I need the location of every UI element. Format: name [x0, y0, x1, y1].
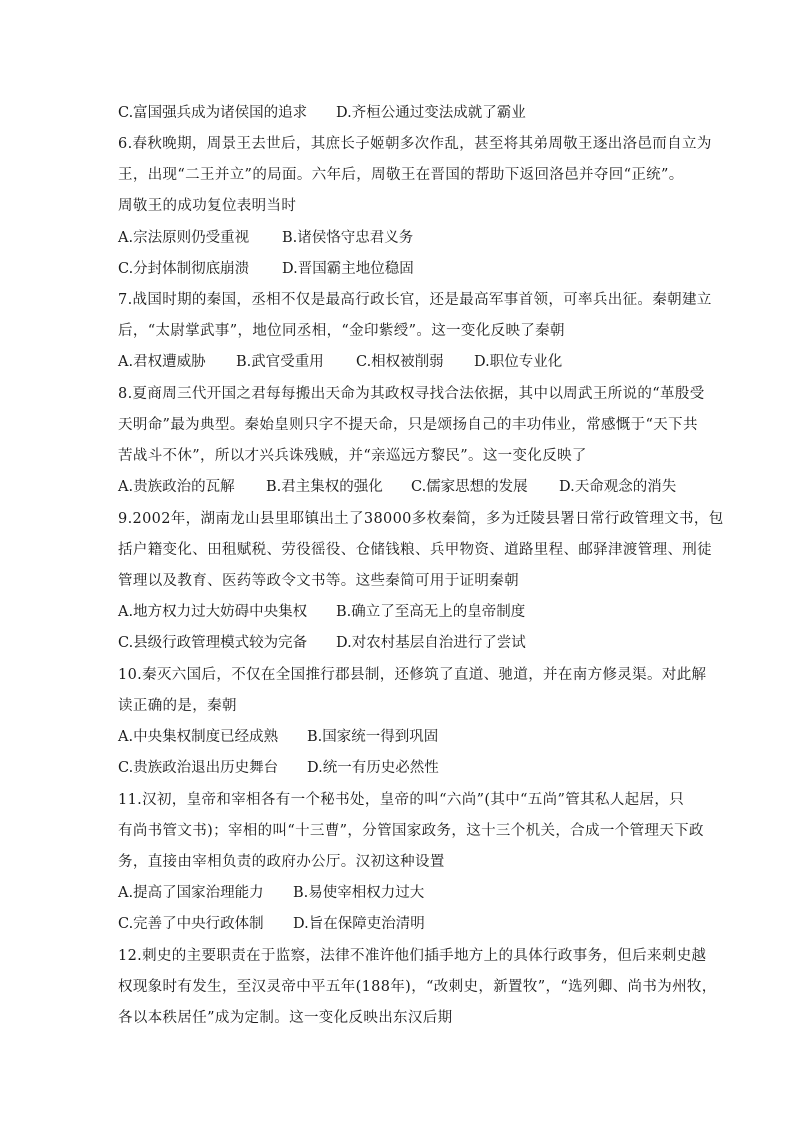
q11-stem-line-2: 有尚书管文书)；宰相的叫“十三曹”，分管国家政务，这十三个机关，合成一个管理天下政	[118, 823, 704, 839]
q6-stem-line-2: 王，出现“二王并立”的局面。六年后，周敬王在晋国的帮助下返回洛邑并夺回“正统”。	[118, 167, 684, 183]
q11-stem-line-1: 11.汉初，皇帝和宰相各有一个秘书处，皇帝的叫“六尚”(其中“五尚”管其私人起居，只	[118, 792, 685, 808]
q9-stem-line-2: 括户籍变化、田租赋税、劳役徭役、仓储钱粮、兵甲物资、道路里程、邮驿津渡管理、刑徒	[118, 542, 712, 558]
q9-option-c[interactable]: C.县级行政管理模式较为完备	[118, 635, 308, 651]
q7-option-c[interactable]: C.相权被削弱	[356, 354, 444, 370]
q9-option-a[interactable]: A.地方权力过大妨碍中央集权	[118, 604, 308, 620]
q7-stem-line-1: 7.战国时期的秦国，丞相不仅是最高行政长官，还是最高军事首领，可率兵出征。秦朝建立	[118, 292, 712, 308]
q11-options-row-1	[118, 883, 424, 903]
q6-option-c[interactable]: C.分封体制彻底崩溃	[118, 261, 250, 277]
q11-options-row-2	[118, 914, 425, 934]
q10-options-row-1	[118, 727, 438, 747]
q7-options-row	[118, 352, 562, 372]
q12-stem-line-2: 权现象时有发生，至汉灵帝中平五年(188年)，“改刺史，新置牧”，“选列卿、尚书为州牧，	[118, 979, 717, 995]
q6-stem-line-3: 周敬王的成功复位表明当时	[118, 198, 297, 214]
q10-option-d[interactable]: D.统一有历史必然性	[307, 760, 439, 776]
q10-option-c[interactable]: C.贵族政治退出历史舞台	[118, 760, 279, 776]
q6-stem-line-1: 6.春秋晚期，周景王去世后，其庶长子姬朝多次作乱，甚至将其弟周敬王逐出洛邑而自立为	[118, 136, 712, 152]
q10-stem-line-2: 读正确的是，秦朝	[118, 698, 237, 714]
q11-stem-line-3: 务，直接由宰相负责的政府办公厅。汉初这种设置	[118, 854, 445, 870]
q12-stem-line-3: 各以本秩居任”成为定制。这一变化反映出东汉后期	[118, 1010, 453, 1026]
q9-options-row-2	[118, 633, 526, 653]
q9-option-d[interactable]: D.对农村基层自治进行了尝试	[336, 635, 526, 651]
q8-stem-line-1: 8.夏商周三代开国之君每每搬出天命为其政权寻找合法依据，其中以周武王所说的“革殷受	[118, 386, 705, 402]
q12-stem-line-1: 12.刺史的主要职责在于监察，法律不准许他们插手地方上的具体行政事务，但后来刺史越	[118, 948, 707, 964]
q10-stem-line-1: 10.秦灭六国后，不仅在全国推行郡县制，还修筑了直道、驰道，并在南方修灵渠。对此解	[118, 667, 707, 683]
q10-option-b[interactable]: B.国家统一得到巩固	[307, 729, 439, 745]
q11-option-c[interactable]: C.完善了中央行政体制	[118, 916, 264, 932]
q6-option-b[interactable]: B.诸侯恪守忠君义务	[282, 230, 414, 246]
q7-option-b[interactable]: B.武官受重用	[236, 354, 324, 370]
q6-options-row-1	[118, 228, 413, 248]
q11-option-b[interactable]: B.易使宰相权力过大	[293, 885, 425, 901]
q7-option-d[interactable]: D.职位专业化	[474, 354, 563, 370]
q5-option-d[interactable]: D.齐桓公通过变法成就了霸业	[336, 105, 526, 121]
q8-stem-line-3: 苦战斗不休”，所以才兴兵诛残贼，并“亲巡远方黎民”。这一变化反映了	[118, 448, 587, 464]
q5-option-c[interactable]: C.富国强兵成为诸侯国的追求	[118, 105, 308, 121]
q7-option-a[interactable]: A.君权遭威胁	[118, 354, 206, 370]
q9-stem-line-1: 9.2002年，湖南龙山县里耶镇出土了38000多枚秦简，多为迁陵县署日常行政管理文书，包	[118, 511, 724, 527]
q9-stem-line-3: 管理以及教育、医药等政令文书等。这些秦简可用于证明秦朝	[118, 573, 519, 589]
q8-stem-line-2: 天明命”最为典型。秦始皇则只字不提天命，只是颂扬自己的丰功伟业，常感慨于“天下共	[118, 417, 698, 433]
q11-option-a[interactable]: A.提高了国家治理能力	[118, 885, 264, 901]
q10-options-row-2	[118, 758, 439, 778]
q8-options-row	[118, 477, 676, 497]
q11-option-d[interactable]: D.旨在保障吏治清明	[293, 916, 425, 932]
q9-options-row-1	[118, 602, 525, 622]
q8-option-d[interactable]: D.天命观念的消失	[559, 479, 677, 495]
q7-stem-line-2: 后，“太尉掌武事”，地位同丞相，“金印紫绶”。这一变化反映了秦朝	[118, 323, 565, 339]
q6-option-a[interactable]: A.宗法原则仍受重视	[118, 230, 250, 246]
q8-option-a[interactable]: A.贵族政治的瓦解	[118, 479, 235, 495]
q8-option-b[interactable]: B.君主集权的强化	[266, 479, 383, 495]
q6-options-row-2	[118, 259, 414, 279]
q5-options-row	[118, 103, 526, 123]
q6-option-d[interactable]: D.晋国霸主地位稳固	[282, 261, 414, 277]
q8-option-c[interactable]: C.儒家思想的发展	[411, 479, 528, 495]
q10-option-a[interactable]: A.中央集权制度已经成熟	[118, 729, 279, 745]
q9-option-b[interactable]: B.确立了至高无上的皇帝制度	[336, 604, 526, 620]
